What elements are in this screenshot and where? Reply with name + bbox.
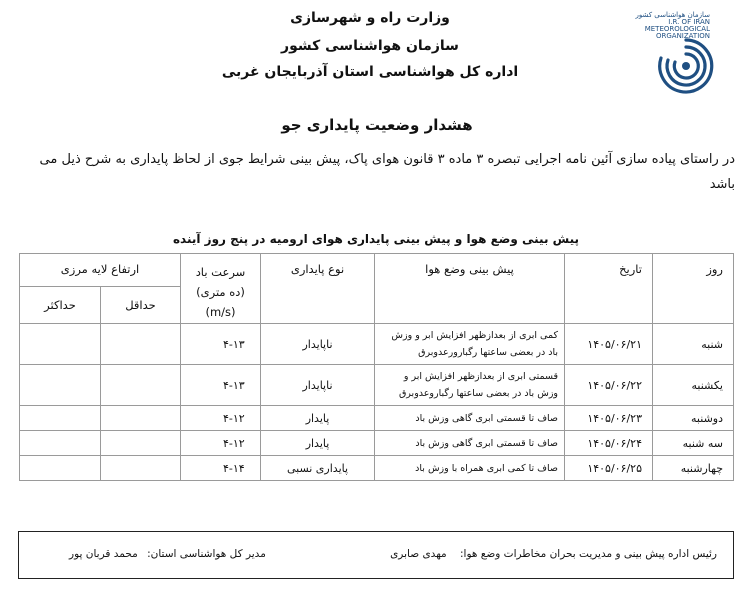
cell-weather: کمی ابری از بعدازظهر افزایش ابر و وزش باد در بعضی ساعتها رگبارورعدوبرق (375, 324, 565, 365)
table-header-row (20, 254, 734, 287)
header-speed-line-3: (m/s) (205, 305, 236, 319)
table-title: پیش بینی وضع هوا و پیش بینی پایداری هوای ارومیه در پنج روز آینده (172, 232, 580, 246)
cell-min (101, 365, 181, 406)
cell-day: یکشنبه (653, 365, 734, 406)
cell-day: دوشنبه (653, 406, 734, 431)
cell-stability: پایدار (261, 431, 375, 456)
table-row (20, 406, 734, 431)
header-wind-speed (181, 254, 261, 324)
cell-max (20, 324, 101, 365)
header-min: حداقل (101, 287, 181, 324)
cell-min (101, 324, 181, 365)
logo-name-en-2: METEOROLOGICAL (644, 25, 710, 33)
header-day: روز (653, 254, 734, 324)
cell-day: شنبه (653, 324, 734, 365)
signature-box (18, 531, 734, 579)
cell-weather: صاف تا قسمتی ابری گاهی وزش باد (375, 431, 565, 456)
director-name: محمد قربان پور (69, 548, 138, 560)
cell-min (101, 406, 181, 431)
cell-max (20, 456, 101, 481)
organization-name: سازمان هواشناسی کشور (281, 38, 459, 54)
header-date: تاریخ (565, 254, 653, 324)
director-signature (69, 548, 266, 560)
table-row (20, 365, 734, 406)
office-name: اداره کل هواشناسی استان آذربایجان غربی (221, 64, 519, 80)
header-weather: پیش بینی وضع هوا (375, 254, 565, 324)
header-speed-line-1: سرعت باد (195, 265, 246, 279)
header-mixing-height: ارتفاع لایه مرزی (20, 254, 181, 287)
cell-stability: پایداری نسبی (261, 456, 375, 481)
header-speed-line-2: (ده متری) (196, 285, 245, 299)
intro-paragraph: در راستای پیاده سازی آئین نامه اجرایی تبصره ۳ ماده ۳ قانون هوای پاک، پیش بینی شرایط جوی از لحاظ پایداری به شرح ذیل می باشد (39, 152, 735, 192)
table-row (20, 456, 734, 481)
ministry-name: وزارت راه و شهرسازی (290, 10, 450, 26)
logo-name-fa: سازمان هواشناسی کشور (635, 11, 710, 19)
cell-weather: صاف تا کمی ابری همراه با وزش باد (375, 456, 565, 481)
table-row (20, 324, 734, 365)
forecast-head-label: رئیس اداره پیش بینی و مدیریت بحران مخاطرات وضع هوا: (460, 548, 717, 560)
cell-wind-speed: ۴-۱۲ (181, 431, 261, 456)
cell-wind-speed: ۴-۱۳ (181, 324, 261, 365)
cell-max (20, 365, 101, 406)
meteorological-organization-logo (606, 10, 716, 100)
cell-date: ۱۴۰۵/۰۶/۲۴ (565, 431, 653, 456)
cell-wind-speed: ۴-۱۴ (181, 456, 261, 481)
cell-min (101, 431, 181, 456)
cell-weather: قسمتی ابری از بعدازظهر افزایش ابر و وزش باد در بعضی ساعتها رگباروعدوبرق (375, 365, 565, 406)
cell-min (101, 456, 181, 481)
director-label: مدیر کل هواشناسی استان: (147, 548, 266, 560)
cell-day: سه شنبه (653, 431, 734, 456)
logo-spiral-icon (656, 36, 716, 96)
cell-wind-speed: ۴-۱۲ (181, 406, 261, 431)
cell-max (20, 431, 101, 456)
cell-date: ۱۴۰۵/۰۶/۲۱ (565, 324, 653, 365)
header-max: حداکثر (20, 287, 101, 324)
cell-date: ۱۴۰۵/۰۶/۲۵ (565, 456, 653, 481)
cell-wind-speed: ۴-۱۳ (181, 365, 261, 406)
cell-date: ۱۴۰۵/۰۶/۲۳ (565, 406, 653, 431)
cell-stability: ناپایدار (261, 365, 375, 406)
cell-max (20, 406, 101, 431)
logo-name-en-3: ORGANIZATION (655, 32, 710, 40)
forecast-table (19, 253, 734, 481)
cell-date: ۱۴۰۵/۰۶/۲۲ (565, 365, 653, 406)
cell-day: چهارشنبه (653, 456, 734, 481)
forecast-head-name: مهدی صابری (390, 548, 447, 560)
header-stability: نوع پایداری (261, 254, 375, 324)
cell-weather: صاف تا قسمتی ابری گاهی وزش باد (375, 406, 565, 431)
table-row (20, 431, 734, 456)
cell-stability: پایدار (261, 406, 375, 431)
forecast-head-signature (390, 548, 717, 560)
logo-name-en-1: I.R. OF IRAN (668, 18, 710, 26)
document-title: هشدار وضعیت پایداری جو (281, 116, 473, 134)
cell-stability: ناپایدار (261, 324, 375, 365)
